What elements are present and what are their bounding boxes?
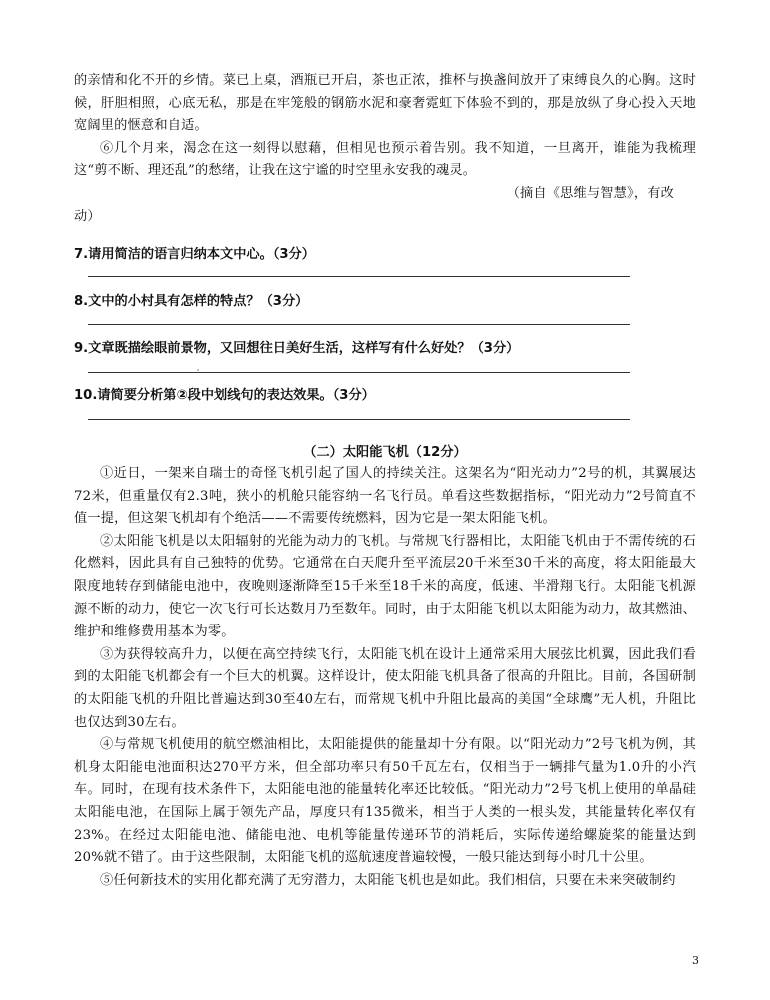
paragraph-5: ⑤任何新技术的实用化都充满了无穷潜力，太阳能飞机也是如此。我们相信，只要在未来突破制约 (100, 872, 676, 888)
section-title: （二）太阳能飞机（12分） (303, 445, 467, 460)
passage-one-continued (74, 70, 696, 228)
paragraph-6: ⑥几个月来，渴念在这一刻得以慰藉，但相见也预示着告别。我不知道，一旦离开，谁能为我梳理这“剪不断、理还乱”的愁绪，让我在这宁谧的时空里永安我的魂灵。 (74, 140, 696, 179)
answer-line-9[interactable] (88, 372, 630, 373)
page-number: 3 (692, 954, 699, 967)
question-9: 9.文章既描绘眼前景物，又回想往日美好生活，这样写有什么好处？（3分） (74, 341, 520, 356)
answer-line-10[interactable] (88, 419, 630, 420)
source-citation-tail: 动） (74, 208, 101, 224)
passage-two-body (74, 463, 696, 892)
stray-dot (197, 369, 199, 371)
paragraph-3: ③为获得较高升力，以便在高空持续飞行，太阳能飞机在设计上通常采用大展弦比机翼，因此我们看到的太阳能飞机都会有一个巨大的机翼。这样设计，使太阳能飞机具备了很高的升阻比。目前，各国研制的太阳能飞机的升阻比普遍达到30至40左右，而常规飞机中升阻比最高的美国“全球鹰”无人机，升阻比也仅达到30左右。 (74, 646, 696, 730)
question-8: 8.文中的小村具有怎样的特点？（3分） (74, 294, 309, 309)
answer-line-8[interactable] (88, 324, 630, 325)
question-10: 10.请简要分析第②段中划线句的表达效果。（3分） (74, 388, 375, 403)
question-7: 7.请用简洁的语言归纳本文中心。（3分） (74, 247, 315, 262)
source-citation: （摘自《思维与智慧》，有改 (506, 185, 674, 201)
paragraph-5-tail: 的亲情和化不开的乡情。菜已上桌，酒瓶已开启，茶也正浓，推杯与换盏间放开了束缚良久的心胸。这时候，肝胆相照，心底无私，那是在牢笼般的钢筋水泥和豪奢霓虹下体验不到的，那是放纵了身心投入天地宽阔里的惬意和自适。 (74, 73, 696, 134)
answer-line-7[interactable] (88, 276, 630, 277)
paragraph-1: ①近日，一架来自瑞士的奇怪飞机引起了国人的持续关注。这架名为“阳光动力”2号的机，其翼展达72米，但重量仅有2.3吨，狭小的机舱只能容纳一名飞行员。单看这些数据指标，“阳光动力”2号简直不值一提，但这架飞机却有个绝活——不需要传统燃料，因为它是一架太阳能飞机。 (74, 466, 696, 527)
paragraph-2: ②太阳能飞机是以太阳辐射的光能为动力的飞机。与常规飞行器相比，太阳能飞机由于不需传统的石化燃料，因此具有自己独特的优势。它通常在白天爬升至平流层20千米至30千米的高度，将太阳能最大限度地转存到储能电池中，夜晚则逐渐降至15千米至18千米的高度，低速、半滑翔飞行。太阳能飞机源源不断的动力，使它一次飞行可长达数月乃至数年。同时，由于太阳能飞机以太阳能为动力，故其燃油、维护和维修费用基本为零。 (74, 533, 696, 640)
paragraph-4: ④与常规飞机使用的航空燃油相比，太阳能提供的能量却十分有限。以“阳光动力”2号飞机为例，其机身太阳能电池面积达270平方米，但全部功率只有50千瓦左右，仅相当于一辆排气量为1.0升的小汽车。同时，在现有技术条件下，太阳能电池的能量转化率还比较低。“阳光动力”2号飞机上使用的单晶硅太阳能电池，在国际上属于领先产品，厚度只有135微米，相当于人类的一根头发，其能量转化率仅有23%。在经过太阳能电池、储能电池、电机等能量传递环节的消耗后，实际传递给螺旋桨的能量达到20%就不错了。由于这些限制，太阳能飞机的巡航速度普遍较慢，一般只能达到每小时几十公里。 (74, 737, 696, 866)
